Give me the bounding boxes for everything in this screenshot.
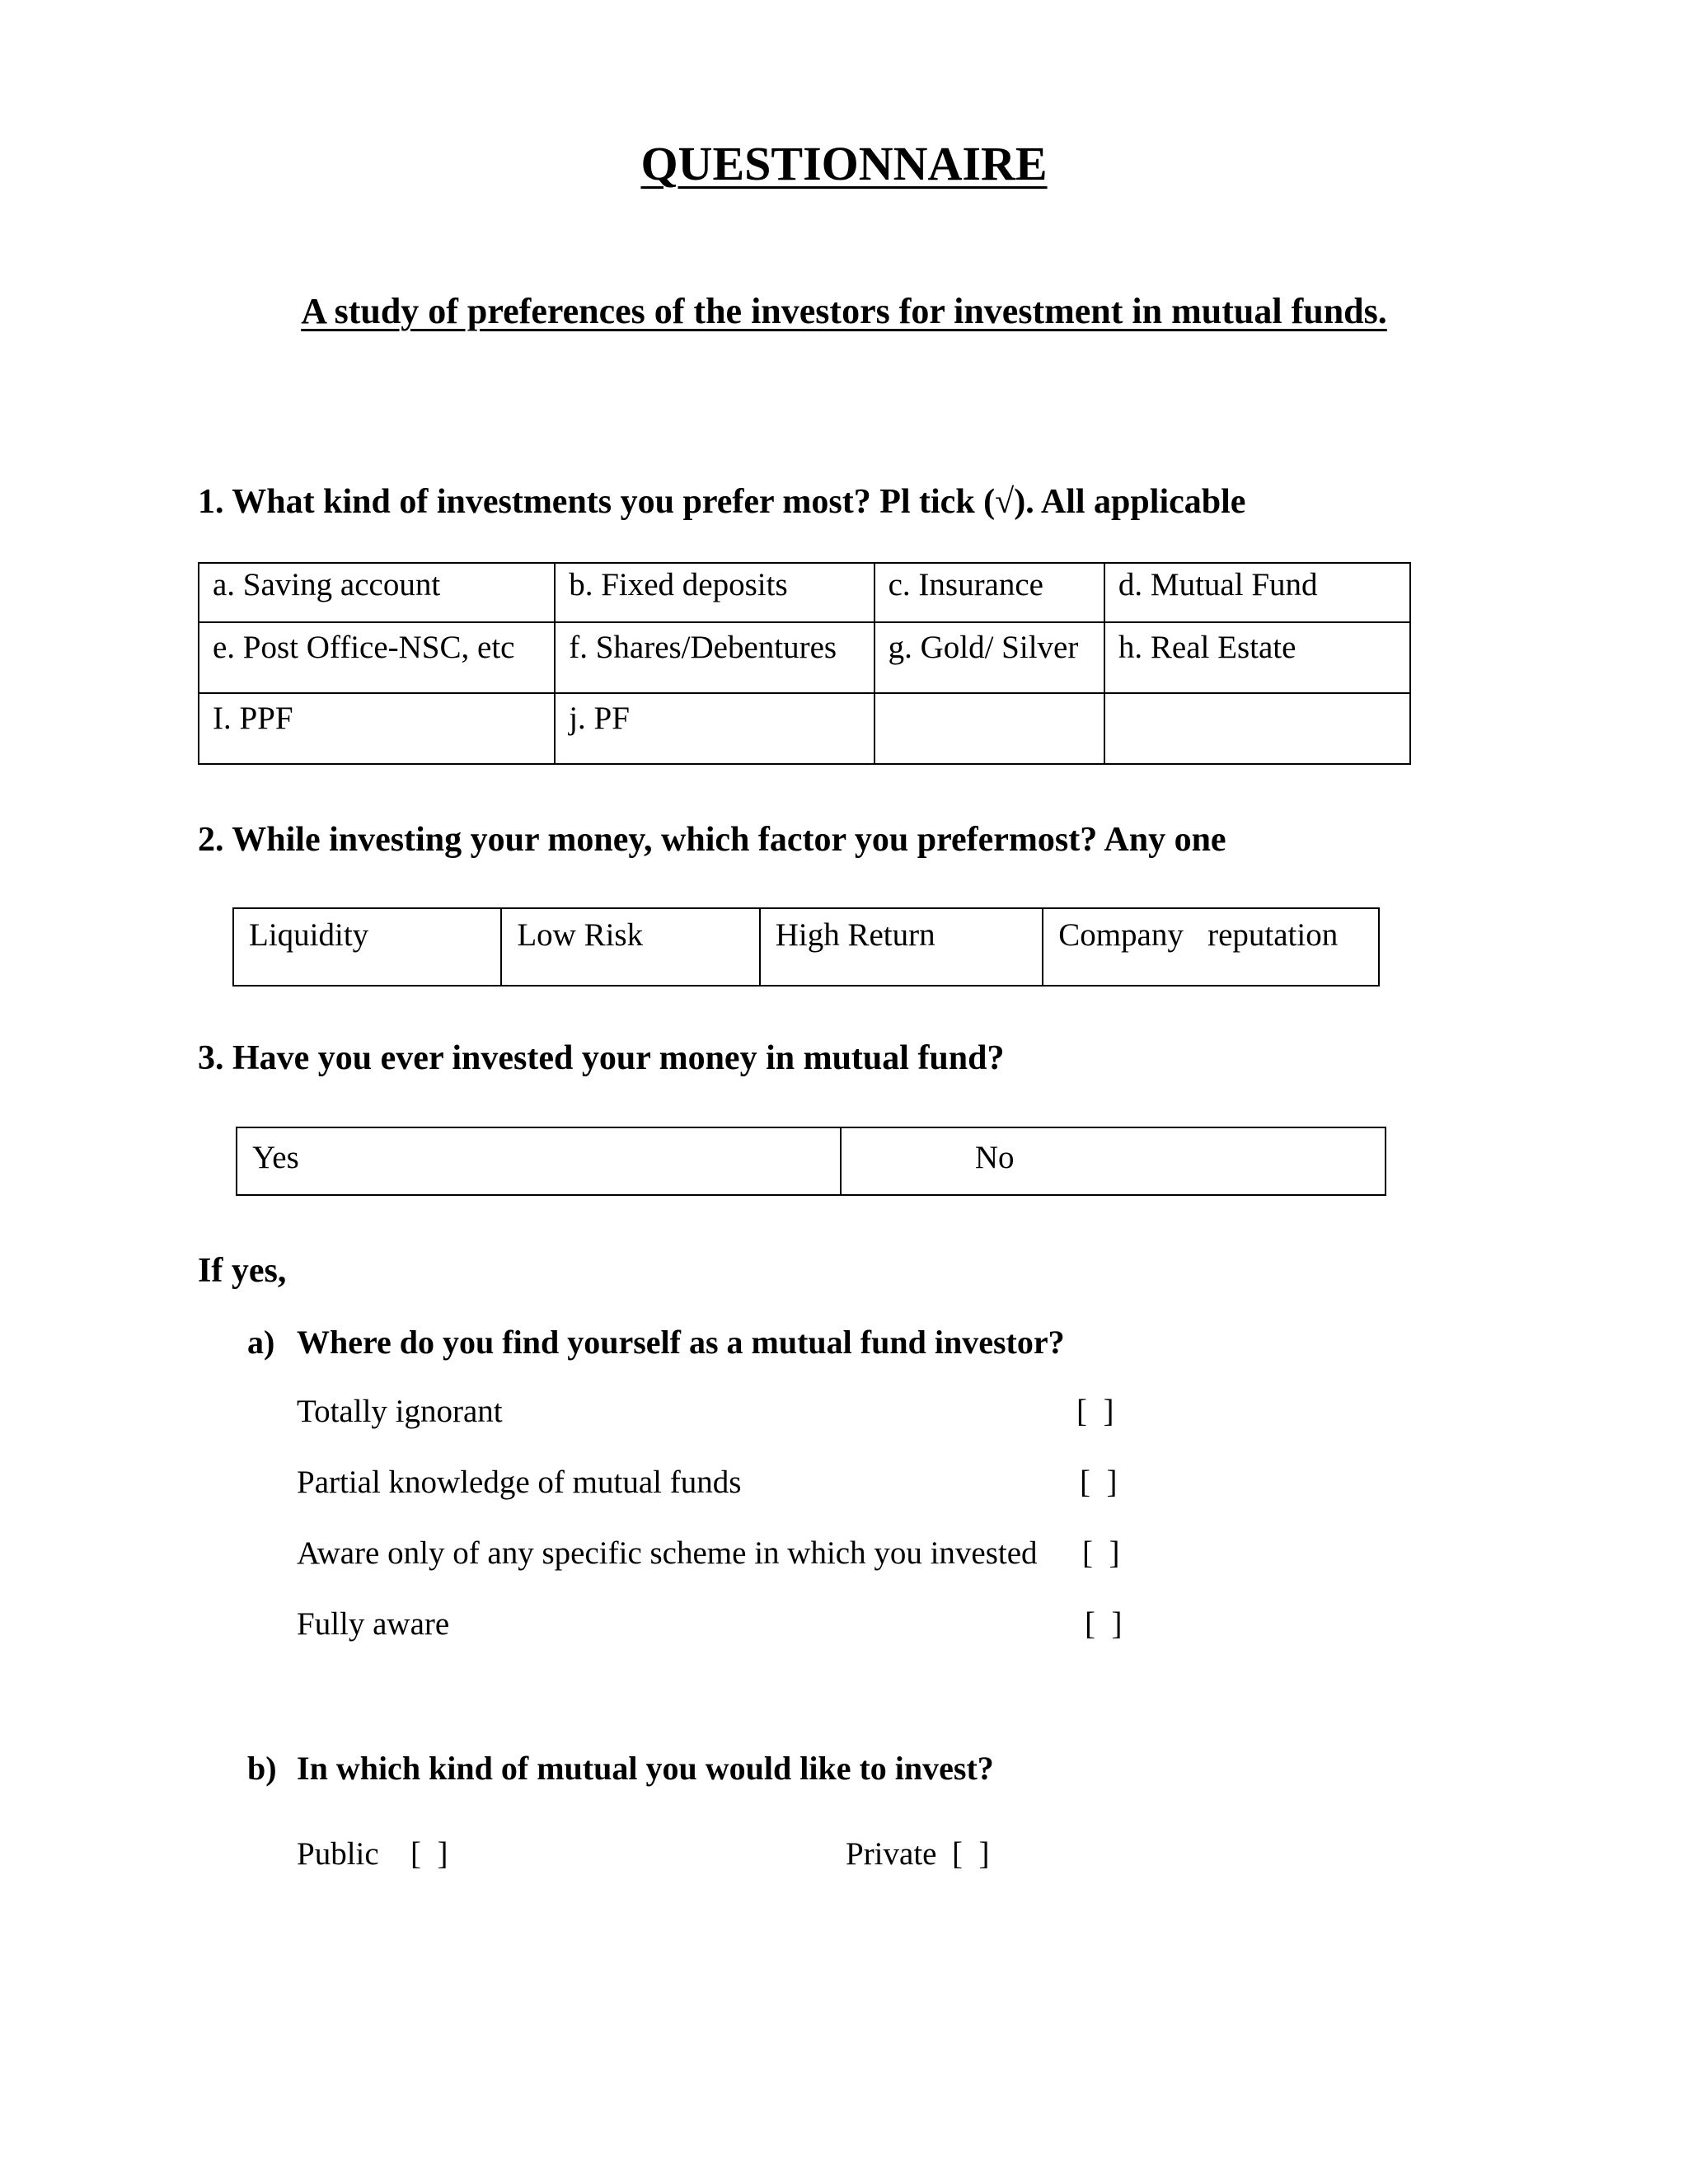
page-title: QUESTIONNAIRE [640, 137, 1048, 190]
table-row [237, 1127, 1386, 1195]
q1-option-fixed-deposits[interactable]: b. Fixed deposits [555, 563, 874, 622]
q1-option-insurance[interactable]: c. Insurance [874, 563, 1104, 622]
page-subtitle: A study of preferences of the investors for investment in mutual funds. [301, 291, 1387, 331]
qa-option-partial-knowledge: Partial knowledge of mutual funds [297, 1465, 742, 1500]
subquestion-a-text: Where do you find yourself as a mutual fund investor? [297, 1324, 1065, 1361]
qa-option-aware-specific-scheme: Aware only of any specific scheme in which you invested [297, 1535, 1038, 1571]
q3-option-no[interactable]: No [841, 1127, 1386, 1195]
qb-option-private: Private [846, 1836, 937, 1872]
table-row [199, 693, 1410, 764]
q1-option-post-office[interactable]: e. Post Office-NSC, etc [199, 622, 555, 693]
q1-option-mutual-fund[interactable]: d. Mutual Fund [1104, 563, 1410, 622]
q1-option-gold-silver[interactable]: g. Gold/ Silver [874, 622, 1104, 693]
qa-checkbox-aware-specific-scheme[interactable]: [ ] [1082, 1535, 1120, 1571]
qa-checkbox-partial-knowledge[interactable]: [ ] [1080, 1465, 1118, 1500]
subquestion-b-text: In which kind of mutual you would like to invest? [297, 1750, 994, 1787]
qa-option-totally-ignorant: Totally ignorant [297, 1394, 503, 1429]
qb-option-public: Public [297, 1836, 379, 1872]
table-row [199, 563, 1410, 622]
q1-option-shares-debentures[interactable]: f. Shares/Debentures [555, 622, 874, 693]
q2-option-liquidity[interactable]: Liquidity [233, 908, 501, 986]
table-row [233, 908, 1379, 986]
qa-option-fully-aware: Fully aware [297, 1606, 450, 1642]
q1-option-ppf[interactable]: I. PPF [199, 693, 555, 764]
q1-option-real-estate[interactable]: h. Real Estate [1104, 622, 1410, 693]
qb-checkbox-public[interactable]: [ ] [410, 1836, 448, 1872]
q2-option-high-return[interactable]: High Return [760, 908, 1043, 986]
question-1: 1. What kind of investments you prefer most? Pl tick (√). All applicable [198, 483, 1246, 521]
qa-checkbox-totally-ignorant[interactable]: [ ] [1076, 1394, 1114, 1429]
q3-option-yes[interactable]: Yes [237, 1127, 841, 1195]
q2-option-company-reputation[interactable]: Company reputation [1043, 908, 1379, 986]
qa-checkbox-fully-aware[interactable]: [ ] [1085, 1606, 1123, 1642]
qb-checkbox-private[interactable]: [ ] [952, 1836, 990, 1872]
q1-option-pf[interactable]: j. PF [555, 693, 874, 764]
question-3: 3. Have you ever invested your money in mutual fund? [198, 1039, 1005, 1077]
subquestion-b-label: b) [247, 1750, 277, 1787]
subquestion-a-label: a) [247, 1324, 275, 1361]
q1-empty-cell [874, 693, 1104, 764]
table-row [199, 622, 1410, 693]
q2-option-low-risk[interactable]: Low Risk [501, 908, 759, 986]
q1-options-table [198, 562, 1411, 765]
q3-options-table [236, 1127, 1386, 1196]
question-2: 2. While investing your money, which factor you prefermost? Any one [198, 821, 1226, 859]
if-yes-heading: If yes, [198, 1252, 287, 1290]
q1-option-saving-account[interactable]: a. Saving account [199, 563, 555, 622]
q1-empty-cell [1104, 693, 1410, 764]
q2-options-table [232, 907, 1380, 987]
